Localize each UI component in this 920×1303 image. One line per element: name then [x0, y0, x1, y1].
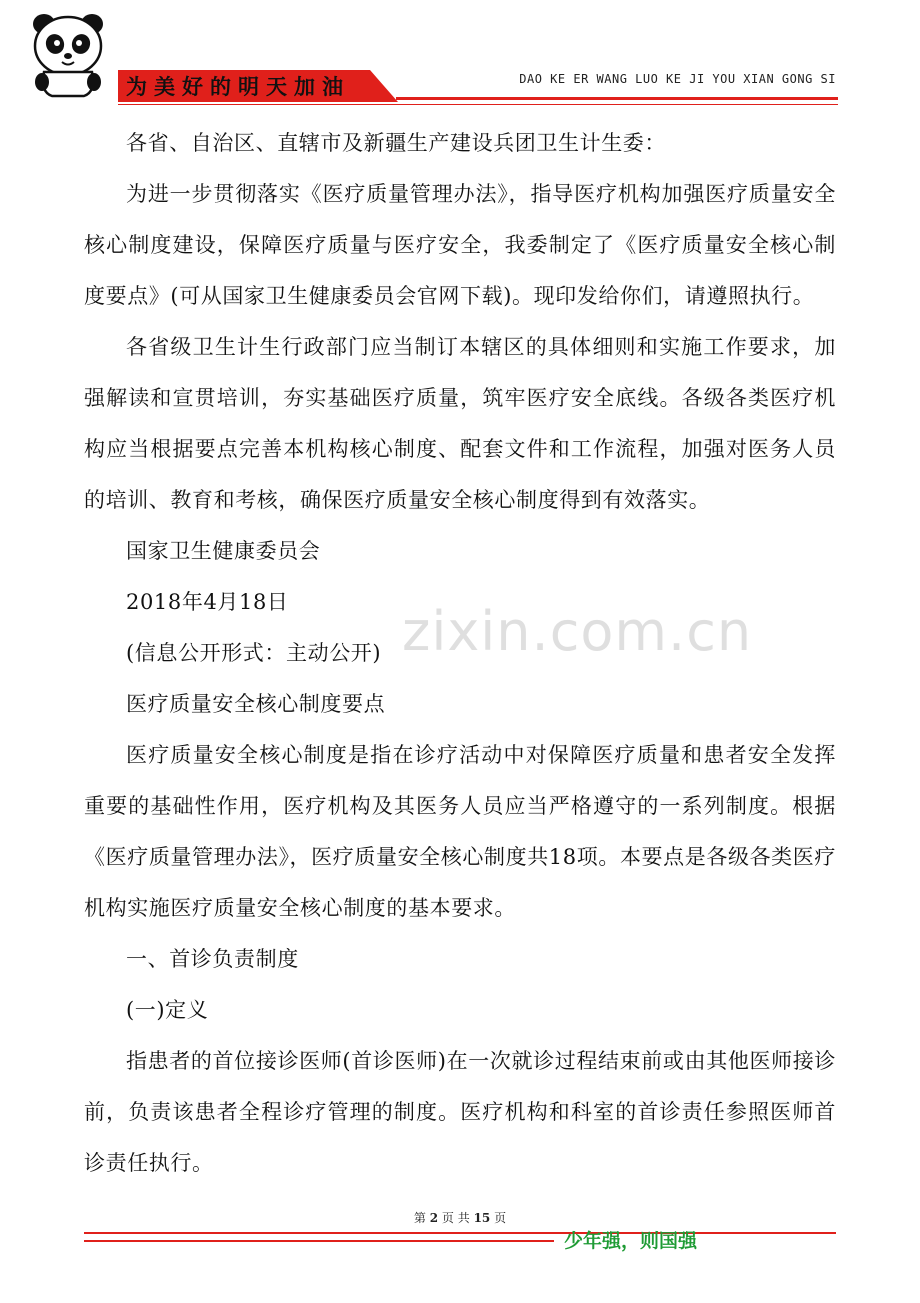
header-divider	[396, 97, 838, 100]
paragraph: 指患者的首位接诊医师(首诊医师)在一次就诊过程结束前或由其他医师接诊前，负责该患者全程诊疗管理的制度。医疗机构和科室的首诊责任参照医师首诊责任执行。	[84, 1049, 836, 1175]
issue-date: 2018年4月18日	[126, 590, 289, 614]
heading-level2: (一)定义	[126, 998, 209, 1022]
footer-slogan: 少年强，则国强	[564, 1230, 698, 1252]
salutation: 各省、自治区、直辖市及新疆生产建设兵团卫生计生委：	[126, 131, 666, 155]
page-mid: 页 共	[441, 1211, 470, 1225]
footer-divider-lower	[84, 1240, 554, 1242]
paragraph: 为进一步贯彻落实《医疗质量管理办法》，指导医疗机构加强医疗质量安全核心制度建设，保障医疗质量与医疗安全，我委制定了《医疗质量安全核心制度要点》(可从国家卫生健康委员会官网下载)。现印发给你们，请遵照执行。	[84, 182, 836, 308]
heading-level1: 一、首诊负责制度	[126, 947, 299, 971]
paragraph: 各省级卫生计生行政部门应当制订本辖区的具体细则和实施工作要求，加强解读和宣贯培训，夯实基础医疗质量，筑牢医疗安全底线。各级各类医疗机构应当根据要点完善本机构核心制度、配套文件和工作流程，加强对医务人员的培训、教育和考核，确保医疗质量安全核心制度得到有效落实。	[84, 335, 836, 512]
header-slogan: 为美好的明天加油	[126, 75, 350, 99]
panda-icon	[30, 12, 106, 98]
paragraph: 医疗质量安全核心制度是指在诊疗活动中对保障医疗质量和患者安全发挥重要的基础性作用，医疗机构及其医务人员应当严格遵守的一系列制度。根据《医疗质量管理办法》，医疗质量安全核心制度共18项。本要点是各级各类医疗机构实施医疗质量安全核心制度的基本要求。	[84, 743, 836, 920]
page-prefix: 第	[413, 1211, 426, 1225]
page-current: 2	[429, 1211, 439, 1225]
header-divider-thin	[118, 104, 838, 105]
disclosure-note: (信息公开形式：主动公开)	[126, 641, 382, 665]
footer-divider	[84, 1232, 836, 1234]
watermark: zixin.com.cn	[402, 600, 753, 663]
page-number	[0, 1209, 920, 1226]
section-title: 医疗质量安全核心制度要点	[126, 692, 386, 716]
company-name: DAO KE ER WANG LUO KE JI YOU XIAN GONG SI	[519, 72, 836, 86]
issuer: 国家卫生健康委员会	[126, 539, 321, 563]
page-total: 15	[473, 1211, 491, 1225]
page-suffix: 页	[494, 1211, 507, 1225]
